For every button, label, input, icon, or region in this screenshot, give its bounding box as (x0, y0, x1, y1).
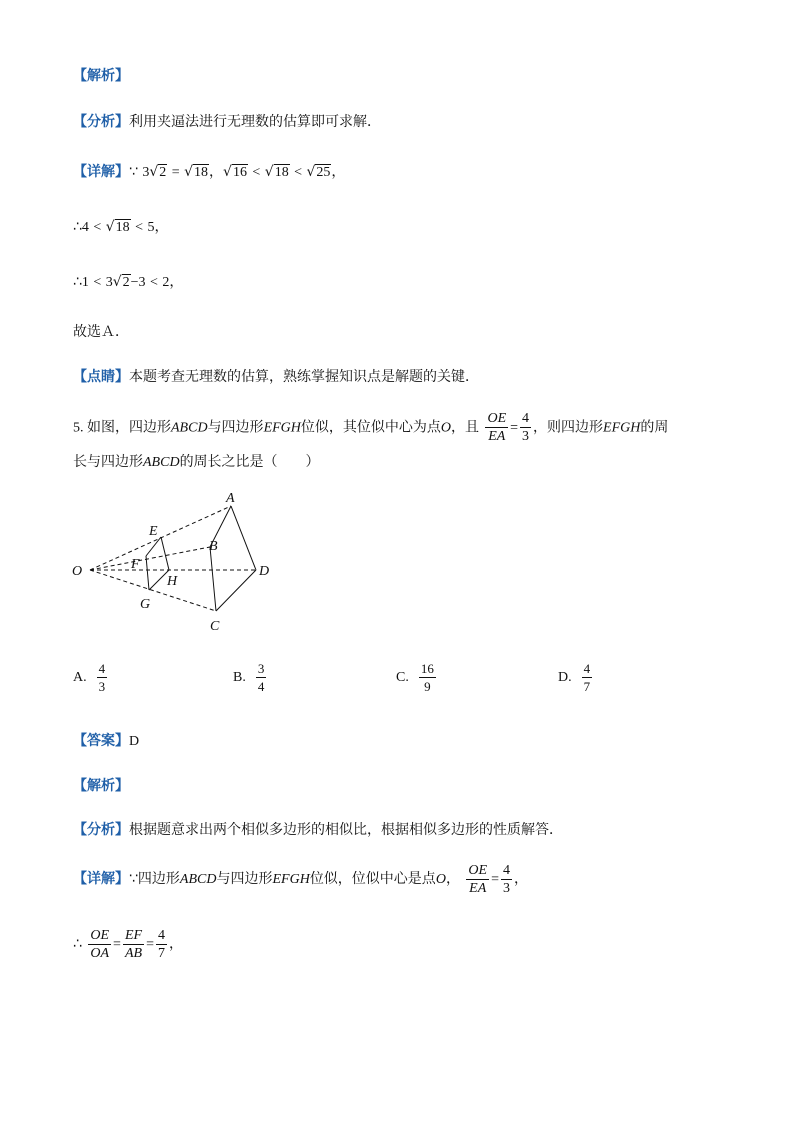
therefore-line-2: ∴1 < 3√2−3 < 2， (73, 274, 184, 290)
option-fraction (582, 660, 593, 695)
question-text: 长与四边形 (73, 454, 143, 470)
xuanze-line: 故选Ａ． (73, 324, 129, 340)
denominator: EA (469, 880, 487, 896)
numerator: 16 (420, 661, 434, 676)
math-lt: < (294, 165, 303, 180)
point-o: O (440, 420, 452, 436)
question-text: ，且 (451, 419, 480, 436)
math-num: 5 (147, 220, 155, 235)
denominator: EA (488, 429, 506, 444)
quad-abcd: ABCD (179, 872, 217, 887)
math-eq: = (146, 937, 154, 952)
denominator: 3 (522, 429, 530, 444)
label-d: D (259, 564, 270, 579)
fenxi-tag: 【分析】 (73, 114, 129, 130)
fenxi-text: 利用夹逼法进行无理数的估算即可求解． (129, 114, 381, 130)
xiangjie-line-2 (73, 857, 528, 902)
option-fraction (97, 660, 108, 695)
fenxi-tag: 【分析】 (73, 822, 129, 838)
question-text: 位似，其位似中心为点 (300, 419, 441, 436)
fenxi-line-1 (73, 112, 381, 132)
answer-line (73, 731, 139, 752)
xiangjie-tag: 【详解】 (73, 871, 129, 887)
dianjing-text: 本题考查无理数的估算，熟练掌握知识点是解题的关键． (129, 369, 479, 385)
point-o: O (435, 872, 446, 887)
option-a[interactable] (73, 660, 109, 695)
label-c: C (210, 619, 220, 634)
math-radicand: 2 (122, 275, 130, 290)
therefore-symbol: ∴ (73, 936, 82, 952)
option-fraction (256, 660, 267, 695)
edge-da (231, 506, 256, 570)
math-radicand: 18 (194, 165, 209, 180)
numerator: 4 (157, 927, 165, 943)
detail-text: 与四边形 (216, 871, 273, 887)
math-lt: < (93, 220, 102, 235)
question-line-2 (73, 452, 320, 473)
fenxi-line-2 (73, 820, 563, 840)
question-text: 的周长之比是（ ） (179, 454, 320, 470)
homothety-figure (60, 485, 360, 645)
answer-value: D (129, 734, 140, 749)
question-text: 的周 (640, 419, 669, 436)
answer-tag: 【答案】 (73, 733, 129, 749)
option-c[interactable] (396, 660, 438, 695)
option-d[interactable] (558, 660, 594, 695)
math-eq: = (510, 420, 519, 436)
math-radicand: 18 (274, 165, 289, 180)
option-fraction (419, 660, 436, 695)
label-e: E (149, 524, 158, 539)
value-fraction (520, 410, 531, 445)
comma: ， (169, 274, 184, 290)
option-label: B. (233, 669, 246, 685)
numerator: EF (124, 927, 143, 943)
option-label: D. (558, 669, 572, 685)
math-num: −3 (130, 275, 146, 290)
numerator: OE (90, 927, 110, 943)
jiexi-heading-2: 【解析】 (73, 778, 129, 794)
option-label: A. (73, 669, 87, 685)
math-radicand: 25 (316, 165, 331, 180)
therefore-line-3 (73, 922, 183, 967)
label-f: F (131, 557, 140, 572)
math-lt: < (252, 165, 261, 180)
label-o: O (72, 564, 83, 579)
therefore-symbol: ∴ (73, 274, 82, 290)
math-coef: 3 (105, 275, 113, 290)
detail-text: ∵四边形 (129, 871, 180, 887)
option-b[interactable] (233, 660, 268, 695)
denominator: 7 (583, 679, 591, 694)
therefore-symbol: ∴ (73, 219, 82, 235)
math-num: 2 (162, 275, 170, 290)
option-label: C. (396, 669, 409, 685)
jiexi-heading: 【解析】 (73, 68, 129, 84)
numerator: OE (487, 411, 507, 426)
numerator: 4 (522, 411, 530, 426)
math-lt: < (93, 275, 102, 290)
ray-oc (90, 570, 216, 611)
quad-efgh: EFGH (263, 420, 301, 436)
comma: ， (209, 164, 224, 180)
label-b: B (209, 539, 218, 554)
edge-ef (146, 537, 161, 556)
math-eq: = (171, 165, 180, 180)
math-coef: 3 (142, 165, 150, 180)
denominator: 3 (502, 880, 510, 896)
math-eq: = (491, 872, 499, 887)
question-text: 与四边形 (207, 419, 264, 436)
dianjing-tag: 【点睛】 (73, 369, 129, 385)
math-lt: < (150, 275, 158, 290)
math-radicand: 2 (159, 165, 167, 180)
denominator: AB (124, 945, 143, 961)
numerator: 4 (583, 661, 591, 676)
edge-he (161, 537, 169, 570)
denominator: OA (90, 945, 110, 961)
edge-gh (149, 570, 169, 590)
ratio-fraction (485, 410, 508, 445)
quad-abcd: ABCD (143, 455, 180, 470)
quad-abcd: ABCD (171, 420, 208, 436)
ratio-fraction-ef-ab (123, 927, 144, 962)
detail-text: ， (445, 871, 460, 887)
math-radicand: 18 (115, 220, 130, 235)
math-num: 4 (81, 220, 89, 235)
value-fraction (501, 862, 512, 897)
ratio-fraction-oe-oa (88, 927, 111, 962)
comma: ， (154, 219, 169, 235)
denominator: 3 (98, 679, 106, 694)
numerator: 4 (98, 661, 106, 676)
xiangjie-tag: 【详解】 (73, 164, 129, 180)
because-symbol: ∵ (129, 164, 138, 180)
question-number: 5. (73, 420, 87, 436)
fenxi-text: 根据题意求出两个相似多边形的相似比，根据相似多边形的性质解答． (129, 822, 563, 838)
value-fraction (156, 927, 167, 962)
detail-text: 位似，位似中心是点 (309, 871, 436, 887)
edge-bc (210, 547, 216, 611)
label-h: H (167, 574, 178, 589)
dianjing-line (73, 367, 479, 387)
math-num: 1 (81, 275, 89, 290)
question-text: ，则四边形 (533, 419, 604, 436)
math-radicand: 16 (232, 165, 247, 180)
therefore-line-1: ∴4 < √18 < 5， (73, 219, 169, 235)
numerator: 3 (257, 661, 265, 676)
math-eq: = (113, 937, 121, 952)
denominator: 4 (257, 679, 265, 694)
question-text: 如图，四边形 (87, 419, 171, 436)
quad-efgh: EFGH (603, 420, 641, 436)
quad-efgh: EFGH (272, 872, 310, 887)
comma: ， (168, 936, 183, 952)
xiangjie-line-1: 【详解】∵ 3√2 = √18，√16 < √18 < √25， (73, 164, 346, 180)
denominator: 9 (424, 679, 431, 694)
numerator: 4 (502, 862, 510, 878)
edge-fg (146, 556, 149, 590)
comma: ， (513, 871, 528, 887)
label-g: G (140, 597, 151, 612)
numerator: OE (468, 862, 488, 878)
edge-cd (216, 570, 256, 611)
question-line-1 (73, 410, 668, 445)
denominator: 7 (157, 945, 165, 961)
math-lt: < (135, 220, 144, 235)
comma: ， (331, 164, 346, 180)
label-a: A (226, 491, 235, 506)
ratio-fraction (466, 862, 489, 897)
